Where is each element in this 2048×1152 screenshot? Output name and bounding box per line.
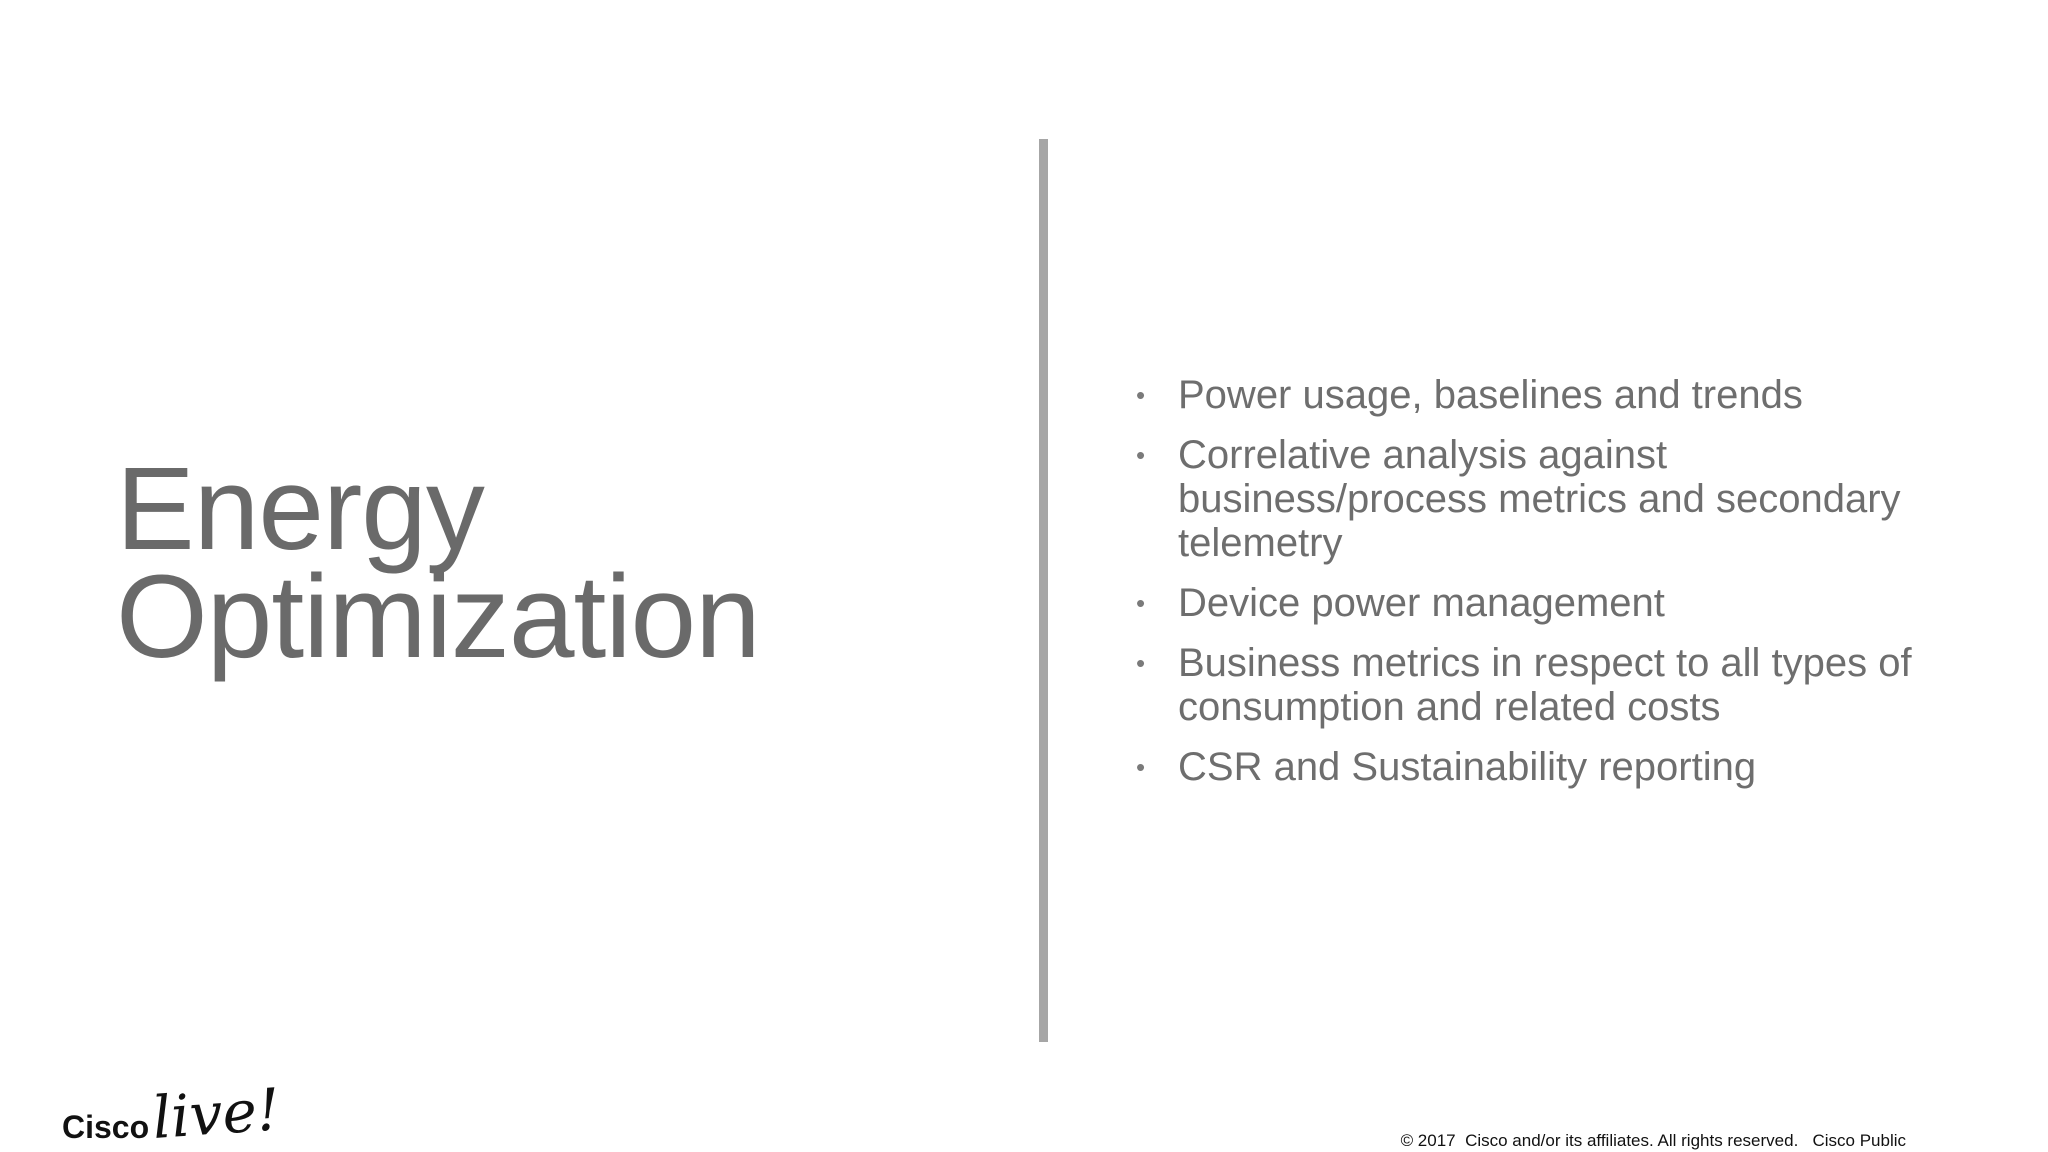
bullet-item [1136, 373, 1956, 417]
bullet-dot-icon: • [1136, 648, 1146, 678]
bullet-list [1136, 373, 1956, 805]
logo-live-text: live! [150, 1075, 283, 1152]
bullet-item [1136, 641, 1956, 729]
bullet-item [1136, 433, 1956, 565]
bullet-dot-icon: • [1136, 752, 1146, 782]
bullet-text: Correlative analysis against business/process metrics and secondary telemetry [1178, 433, 1901, 565]
vertical-divider [1039, 139, 1048, 1042]
slide-title [116, 443, 760, 683]
bullet-dot-icon: • [1136, 588, 1146, 618]
cisco-live-logo [62, 1075, 283, 1152]
bullet-item [1136, 745, 1956, 789]
bullet-dot-icon: • [1136, 440, 1146, 470]
bullet-text: Device power management [1178, 581, 1665, 625]
footer-copyright: © 2017 Cisco and/or its affiliates. All rights reserved. Cisco Public [1400, 1131, 1906, 1150]
bullet-text: Business metrics in respect to all types of consumption and related costs [1178, 641, 1912, 729]
bullet-text: Power usage, baselines and trends [1178, 373, 1803, 417]
slide-title-line-2: Optimization [116, 551, 760, 683]
bullet-item [1136, 581, 1956, 625]
bullet-dot-icon: • [1136, 380, 1146, 410]
slide-title-line-1: Energy [116, 443, 484, 575]
logo-cisco-text: Cisco [62, 1109, 150, 1145]
bullet-text: CSR and Sustainability reporting [1178, 745, 1757, 789]
